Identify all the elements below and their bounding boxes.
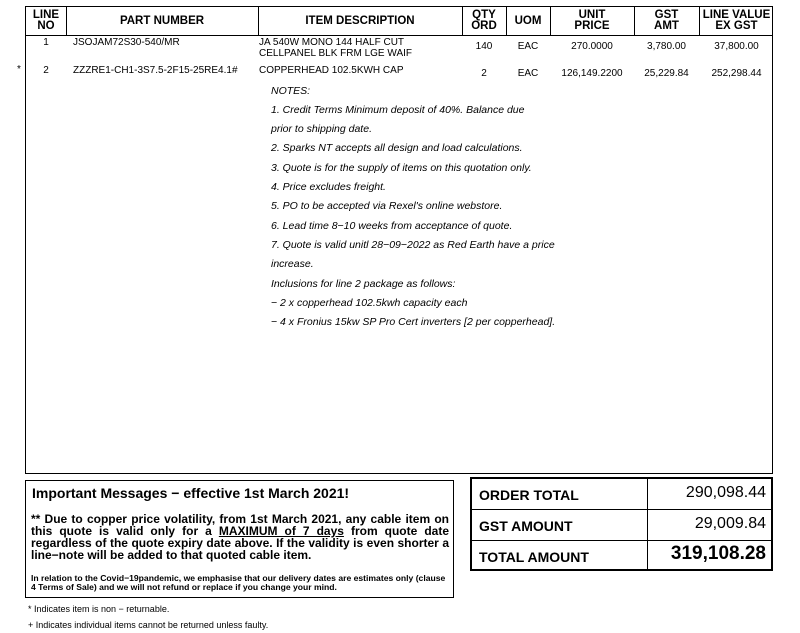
note-line: 2. Sparks NT accepts all design and load calculations. [271, 142, 523, 154]
total-amount-label: TOTAL AMOUNT [479, 549, 589, 565]
col-header-gst-amt: GST AMT [654, 9, 679, 32]
col-header-part-number: PART NUMBER [119, 14, 205, 27]
row-gst-amt: 3,780.00 [647, 41, 686, 52]
row-description: JA 540W MONO 144 HALF CUT CELLPANEL BLK FRM LGE WAIF [259, 37, 413, 59]
note-line: 4. Price excludes freight. [271, 181, 386, 193]
cable-validity-message [31, 513, 449, 561]
note-line: 7. Quote is valid unitl 28−09−2022 as Red Earth have a price [271, 239, 555, 251]
col-header-qty-ord: QTY ORD [471, 9, 497, 32]
covid-message: In relation to the Covid−19pandemic, we emphasise that our delivery dates are estimates only (clause 4 Terms of Sale) and we will not refund or replace if you change your mind. [31, 573, 446, 592]
note-line: 1. Credit Terms Minimum deposit of 40%. Balance due [271, 104, 525, 116]
row-line-no: 2 [43, 65, 49, 76]
important-messages-box [25, 480, 454, 598]
row-description: COPPERHEAD 102.5KWH CAP [259, 65, 404, 76]
total-amount-value: 319,108.28 [670, 543, 766, 564]
order-total-value: 290,098.44 [685, 484, 766, 501]
note-line: Inclusions for line 2 package as follows: [271, 278, 456, 290]
row-qty: 2 [481, 68, 487, 79]
gst-amount-row [472, 510, 771, 540]
row-uom: EAC [517, 68, 539, 79]
totals-box [470, 477, 773, 571]
row-line-value: 37,800.00 [714, 41, 759, 52]
note-line: − 4 x Fronius 15kw SP Pro Cert inverters [2 per copperhead]. [271, 316, 556, 328]
note-line: increase. [271, 258, 314, 270]
row-part-number: JSOJAM72S30-540/MR [73, 37, 180, 48]
col-header-unit-price: UNIT PRICE [574, 9, 610, 32]
note-line: 5. PO to be accepted via Rexel's online webstore. [271, 200, 503, 212]
header-divider [26, 35, 772, 36]
total-amount-row [472, 541, 771, 571]
row-line-no: 1 [43, 37, 49, 48]
row-qty: 140 [475, 41, 493, 52]
order-total-row [472, 479, 771, 509]
note-line: prior to shipping date. [271, 123, 372, 135]
gst-amount-value: 29,009.84 [694, 515, 766, 532]
note-line: − 2 x copperhead 102.5kwh capacity each [271, 297, 468, 309]
row-line-value: 252,298.44 [711, 68, 762, 79]
note-line: 3. Quote is for the supply of items on this quotation only. [271, 162, 532, 174]
row-unit-price: 126,149.2200 [561, 68, 623, 79]
notes-heading: NOTES: [271, 85, 311, 97]
col-header-line-no: LINE NO [32, 9, 60, 32]
footnote-faulty: + Indicates individual items cannot be returned unless faulty. [28, 620, 269, 630]
line-items-table [25, 6, 773, 474]
col-header-uom: UOM [514, 14, 542, 27]
col-header-item-description: ITEM DESCRIPTION [305, 14, 415, 27]
message-text: from quote date regardless of the quote expiry date above. If the validity is even shorter a line−note will be added to that quoted cable item. [31, 524, 449, 562]
message-emphasis: MAXIMUM of 7 days [218, 524, 344, 538]
gst-amount-label: GST AMOUNT [479, 518, 573, 534]
row-uom: EAC [517, 41, 539, 52]
footnote-non-returnable: * Indicates item is non − returnable. [28, 604, 170, 614]
messages-title: Important Messages − effective 1st March 2021! [32, 485, 350, 501]
order-total-label: ORDER TOTAL [479, 487, 579, 503]
row-gst-amt: 25,229.84 [644, 68, 689, 79]
non-returnable-marker: * [17, 64, 21, 75]
col-header-line-value: LINE VALUE EX GST [702, 9, 771, 32]
note-line: 6. Lead time 8−10 weeks from acceptance of quote. [271, 220, 513, 232]
row-unit-price: 270.0000 [571, 41, 613, 52]
row-part-number: ZZZRE1-CH1-3S7.5-2F15-25RE4.1# [73, 65, 238, 76]
message-text: ** Due to copper price volatility, from 1st March 2021, any cable item on this quote is valid only for a [31, 512, 449, 538]
